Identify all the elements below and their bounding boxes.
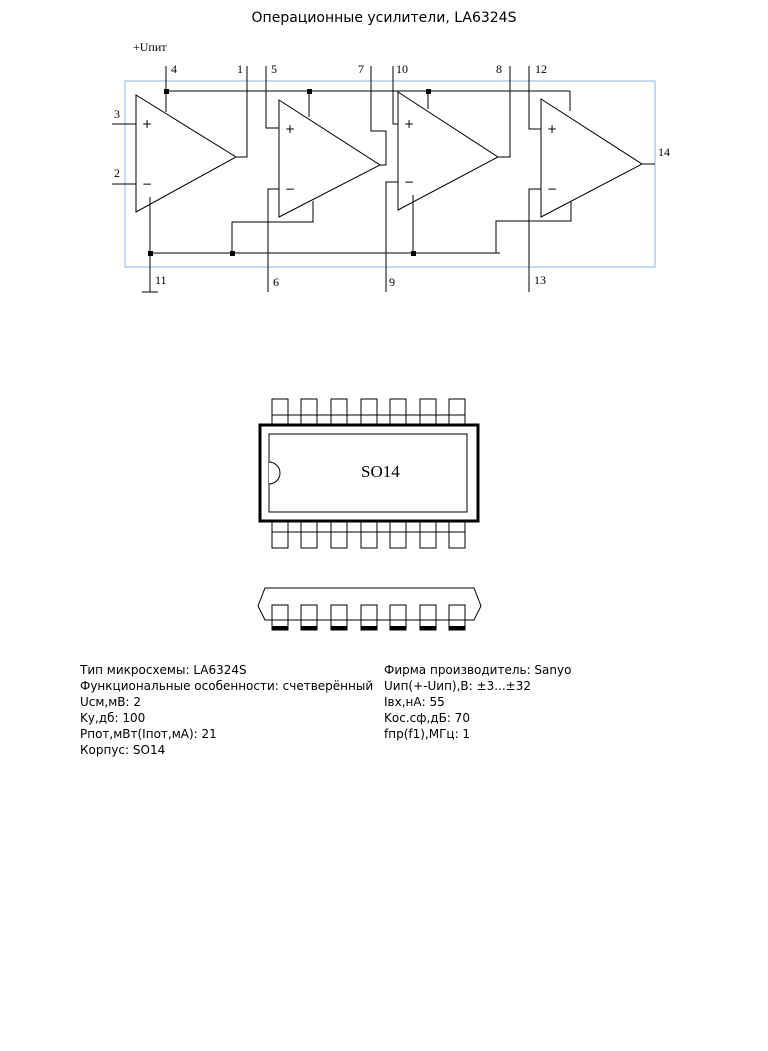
junction-dot [426, 89, 431, 94]
pin-label-7: 7 [358, 62, 364, 76]
package-side-view [258, 588, 481, 630]
package-pin [361, 399, 377, 425]
spec-manufacturer: Фирма производитель: Sanyo [384, 663, 572, 677]
op-amp-4 [541, 99, 642, 217]
top-pin-row [272, 399, 465, 425]
input-polarity-signs [142, 117, 557, 196]
spec-cmrr: Kос.сф,дБ: 70 [384, 711, 470, 725]
junction-dots [148, 89, 431, 256]
package-pin [449, 399, 465, 425]
spec-chip-type: Тип микросхемы: LA6324S [80, 663, 247, 677]
pin-label-3: 3 [114, 107, 120, 121]
pin8-lead [498, 66, 510, 157]
pin-label-11: 11 [155, 273, 167, 287]
package-pin [420, 521, 436, 548]
specs-right-column [384, 662, 571, 742]
spec-power: Pпот,мВт(Iпот,мА): 21 [80, 727, 217, 741]
package-pin [420, 399, 436, 425]
package-label: SO14 [361, 462, 400, 481]
pin-label-10: 10 [396, 62, 408, 76]
pin-label-1: 1 [237, 62, 243, 76]
spec-bandwidth: fпр(f1),МГц: 1 [384, 727, 471, 741]
amp1-output [236, 66, 247, 157]
side-body [258, 588, 481, 620]
page-title: Операционные усилители, LA6324S [251, 10, 517, 26]
spec-supply-voltage: Uип(+-Uип),В: ±3...±32 [384, 679, 531, 693]
amp3-plus-sign: + [404, 117, 415, 131]
op-amp-schematic [112, 66, 655, 292]
package-pin [390, 399, 406, 425]
junction-dot [307, 89, 312, 94]
package-pin [301, 521, 317, 548]
amp2-gnd-lead [232, 201, 313, 253]
op-amp-2 [279, 100, 380, 217]
junction-dot [230, 251, 235, 256]
pin-label-8: 8 [496, 62, 502, 76]
amp1-minus-sign: − [142, 177, 153, 191]
package-pin [272, 521, 288, 548]
supply-label: +Uпит [133, 40, 167, 54]
amp3-minus-sign: − [404, 175, 415, 189]
pin-labels [114, 40, 670, 289]
spec-offset-voltage: Uсм,мВ: 2 [80, 695, 142, 709]
pin-label-13: 13 [534, 273, 546, 287]
junction-dot [148, 251, 153, 256]
package-pin [361, 521, 377, 548]
package-pin [301, 399, 317, 425]
op-amp-1 [136, 95, 236, 212]
junction-dot [164, 89, 169, 94]
amp4-gnd-lead [496, 201, 571, 253]
junction-dot [411, 251, 416, 256]
specs-left-column [80, 662, 373, 758]
pin-label-2: 2 [114, 166, 120, 180]
op-amp-3 [398, 92, 498, 210]
package-pin [272, 399, 288, 425]
pin-label-14: 14 [658, 145, 670, 159]
package-pin [390, 521, 406, 548]
spec-input-current: Iвх,нА: 55 [384, 695, 445, 709]
amp4-plus-sign: + [547, 122, 558, 136]
pin-label-12: 12 [535, 62, 547, 76]
pin-label-6: 6 [273, 275, 279, 289]
package-pin [331, 399, 347, 425]
spec-package: Корпус: SO14 [80, 743, 166, 757]
spec-gain: Kу,дб: 100 [80, 711, 146, 725]
package-pin [331, 521, 347, 548]
amp2-plus-sign: + [285, 122, 296, 136]
spec-features: Функциональные особенности: счетверённый [80, 679, 374, 693]
pin-label-9: 9 [389, 275, 395, 289]
pin-label-4: 4 [171, 62, 177, 76]
amp1-plus-sign: + [142, 117, 153, 131]
amp2-minus-sign: − [285, 182, 296, 196]
package-pin [449, 521, 465, 548]
pin-label-5: 5 [271, 62, 277, 76]
bottom-pin-row [272, 521, 465, 548]
amp4-minus-sign: − [547, 182, 558, 196]
